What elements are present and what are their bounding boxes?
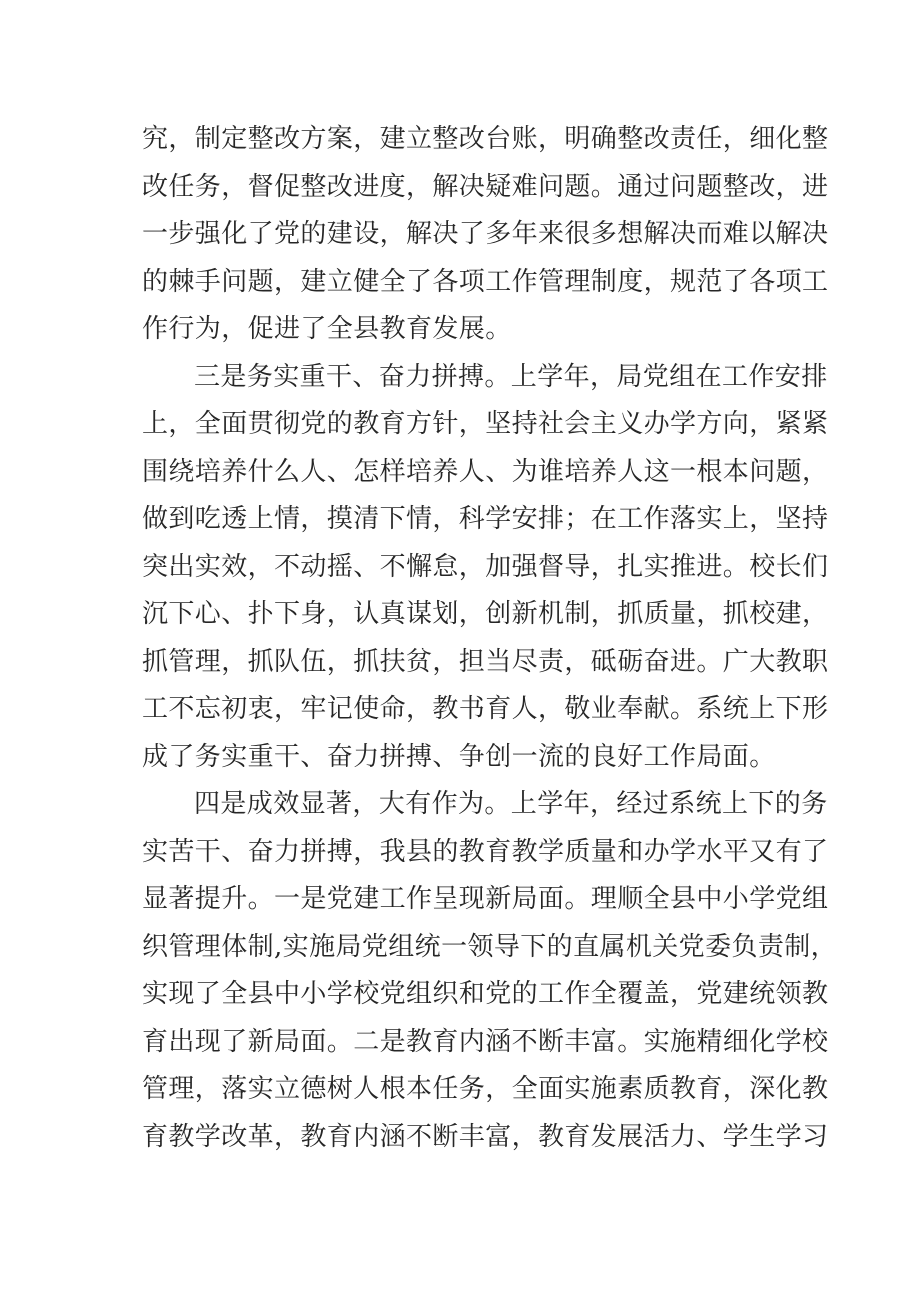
text-line: 上，全面贯彻党的教育方针，坚持社会主义办学方向，紧紧 [142,409,829,439]
text-line: 作行为，促进了全县教育发展。 [142,314,512,344]
text-line: 沉下心、扑下身，认真谋划，创新机制，抓质量，抓校建， [142,599,829,629]
text-line: 究，制定整改方案，建立整改台账，明确整改责任，细化整 [142,124,829,154]
text-line: 织管理体制,实施局党组统一领导下的直属机关党委负责制， [142,931,838,962]
document-body [142,116,838,1161]
text-line: 管理，落实立德树人根本任务，全面实施素质教育，深化教 [142,1074,829,1104]
text-line: 实现了全县中小学校党组织和党的工作全覆盖，党建统领教 [142,979,829,1009]
text-line: 的棘手问题，建立健全了各项工作管理制度，规范了各项工 [142,266,829,297]
text-line: 一步强化了党的建设，解决了多年来很多想解决而难以解决 [142,219,829,249]
text-line: 突出实效，不动摇、不懈怠，加强督导，扎实推进。校长们 [142,551,829,582]
paragraph-1 [142,116,829,354]
text-line: 四是成效显著，大有作为。上学年，经过系统上下的务 [194,789,828,819]
text-line: 改任务，督促整改进度，解决疑难问题。通过问题整改，进 [142,171,829,202]
text-line: 显著提升。一是党建工作呈现新局面。理顺全县中小学党组 [142,884,829,914]
text-line: 工不忘初衷，牢记使命，教书育人，敬业奉献。系统上下形 [142,694,829,724]
text-line: 育出现了新局面。二是教育内涵不断丰富。实施精细化学校 [142,1026,829,1057]
text-line: 实苦干、奋力拼搏，我县的教育教学质量和办学水平又有了 [142,836,829,867]
text-line: 成了务实重干、奋力拼搏、争创一流的良好工作局面。 [142,741,776,772]
text-line: 育教学改革，教育内涵不断丰富，教育发展活力、学生学习 [142,1121,829,1152]
paragraph-3 [142,781,838,1161]
text-line: 三是务实重干、奋力拼搏。上学年，局党组在工作安排 [194,361,828,392]
paragraph-2 [142,354,829,782]
text-line: 做到吃透上情，摸清下情，科学安排；在工作落实上，坚持 [142,504,829,534]
text-line: 抓管理，抓队伍，抓扶贫，担当尽责，砥砺奋进。广大教职 [142,646,829,677]
text-line: 围绕培养什么人、怎样培养人、为谁培养人这一根本问题， [142,456,829,487]
